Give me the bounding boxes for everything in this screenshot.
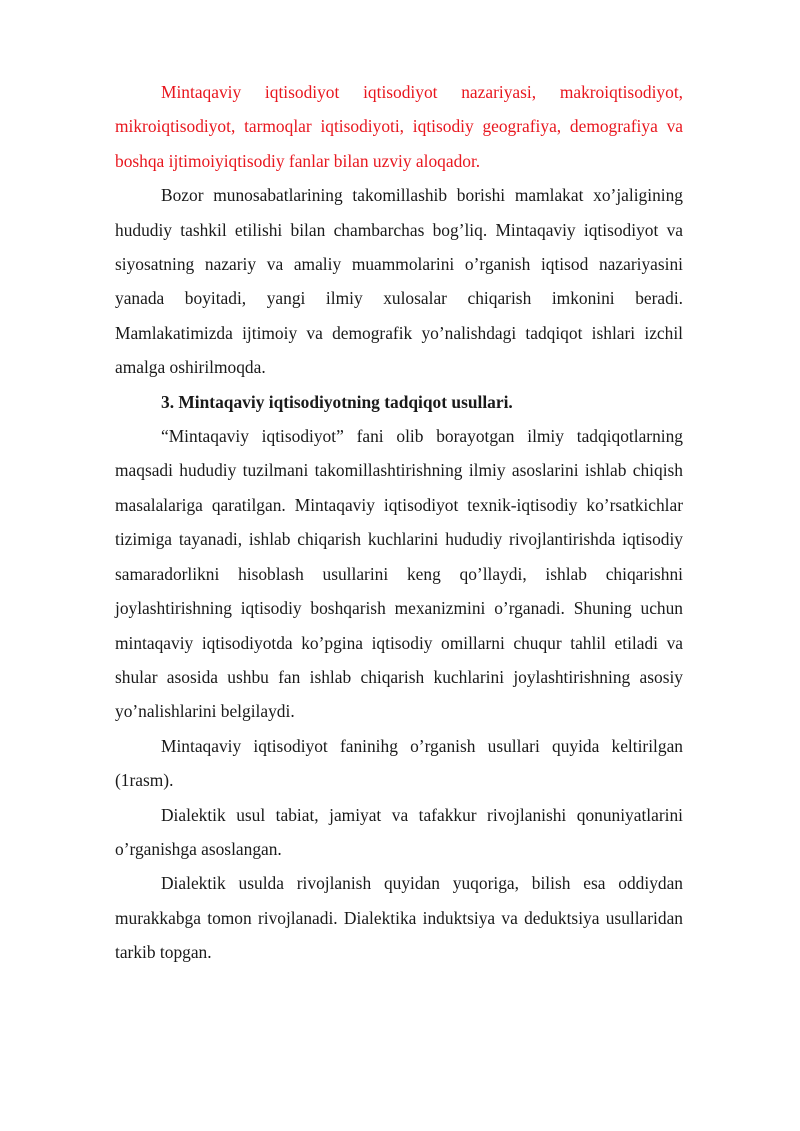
paragraph-dialectic-method: Dialektik usul tabiat, jamiyat va tafakkur rivojlanishi qonuniyatlarini o’rganishga asoslangan. <box>115 804 683 859</box>
paragraph-research-goals: “Mintaqaviy iqtisodiyot” fani olib borayotgan ilmiy tadqiqotlarning maqsadi hududiy tuzilmani takomillashtirishning ilmiy asoslarini ishlab chiqish masalalariga qaratilgan. Mintaqaviy iqtisodiyot texnik-iqtisodiy ko’rsatkichlar tizimiga tayanadi, ishlab chiqarish kuchlarini hududiy rivojlantirishda iqtisodiy samaradorlikni hisoblash usullarini keng qo’llaydi, ishlab chiqarishni joylashtirishning iqtisodiy boshqarish mexanizmini o’rganadi. Shuning uchun mintaqaviy iqtisodiyotda ko’pgina iqtisodiy omillarni chuqur tahlil etiladi va shular asosida ushbu fan ishlab chiqarish kuchlarini joylashtirishning asosiy yo’nalishlarini belgilaydi. <box>115 426 683 722</box>
paragraph-intro: Mintaqaviy iqtisodiyot iqtisodiyot nazariyasi, makroiqtisodiyot, mikroiqtisodiyot, tarmoqlar iqtisodiyoti, iqtisodiy geografiya, demografiya va boshqa ijtimoiyiqtisodiy fanlar bilan uzviy aloqador. <box>115 82 683 171</box>
paragraph-dialectic-development: Dialektik usulda rivojlanish quyidan yuqoriga, bilish esa oddiydan murakkabga tomon rivojlanadi. Dialektika induktsiya va deduktsiya usullaridan tarkib topgan. <box>115 873 683 963</box>
section-heading: 3. Mintaqaviy iqtisodiyotning tadqiqot usullari. <box>161 391 513 412</box>
paragraph-market-relations: Bozor munosabatlarining takomillashib borishi mamlakat xo’jaligining hududiy tashkil etilishi bilan chambarchas bog’liq. Mintaqaviy iqtisodiyot va siyosatning nazariy va amaliy muammolarini o’rganish iqtisod nazariyasini yanada boyitadi, yangi ilmiy xulosalar chiqarish imkonini beradi. Mamlakatimizda ijtimoiy va demografik yo’nalishdagi tadqiqot ishlari izchil amalga oshirilmoqda. <box>115 185 683 378</box>
paragraph-methods-reference: Mintaqaviy iqtisodiyot faninihg o’rganish usullari quyida keltirilgan (1rasm). <box>115 735 683 791</box>
